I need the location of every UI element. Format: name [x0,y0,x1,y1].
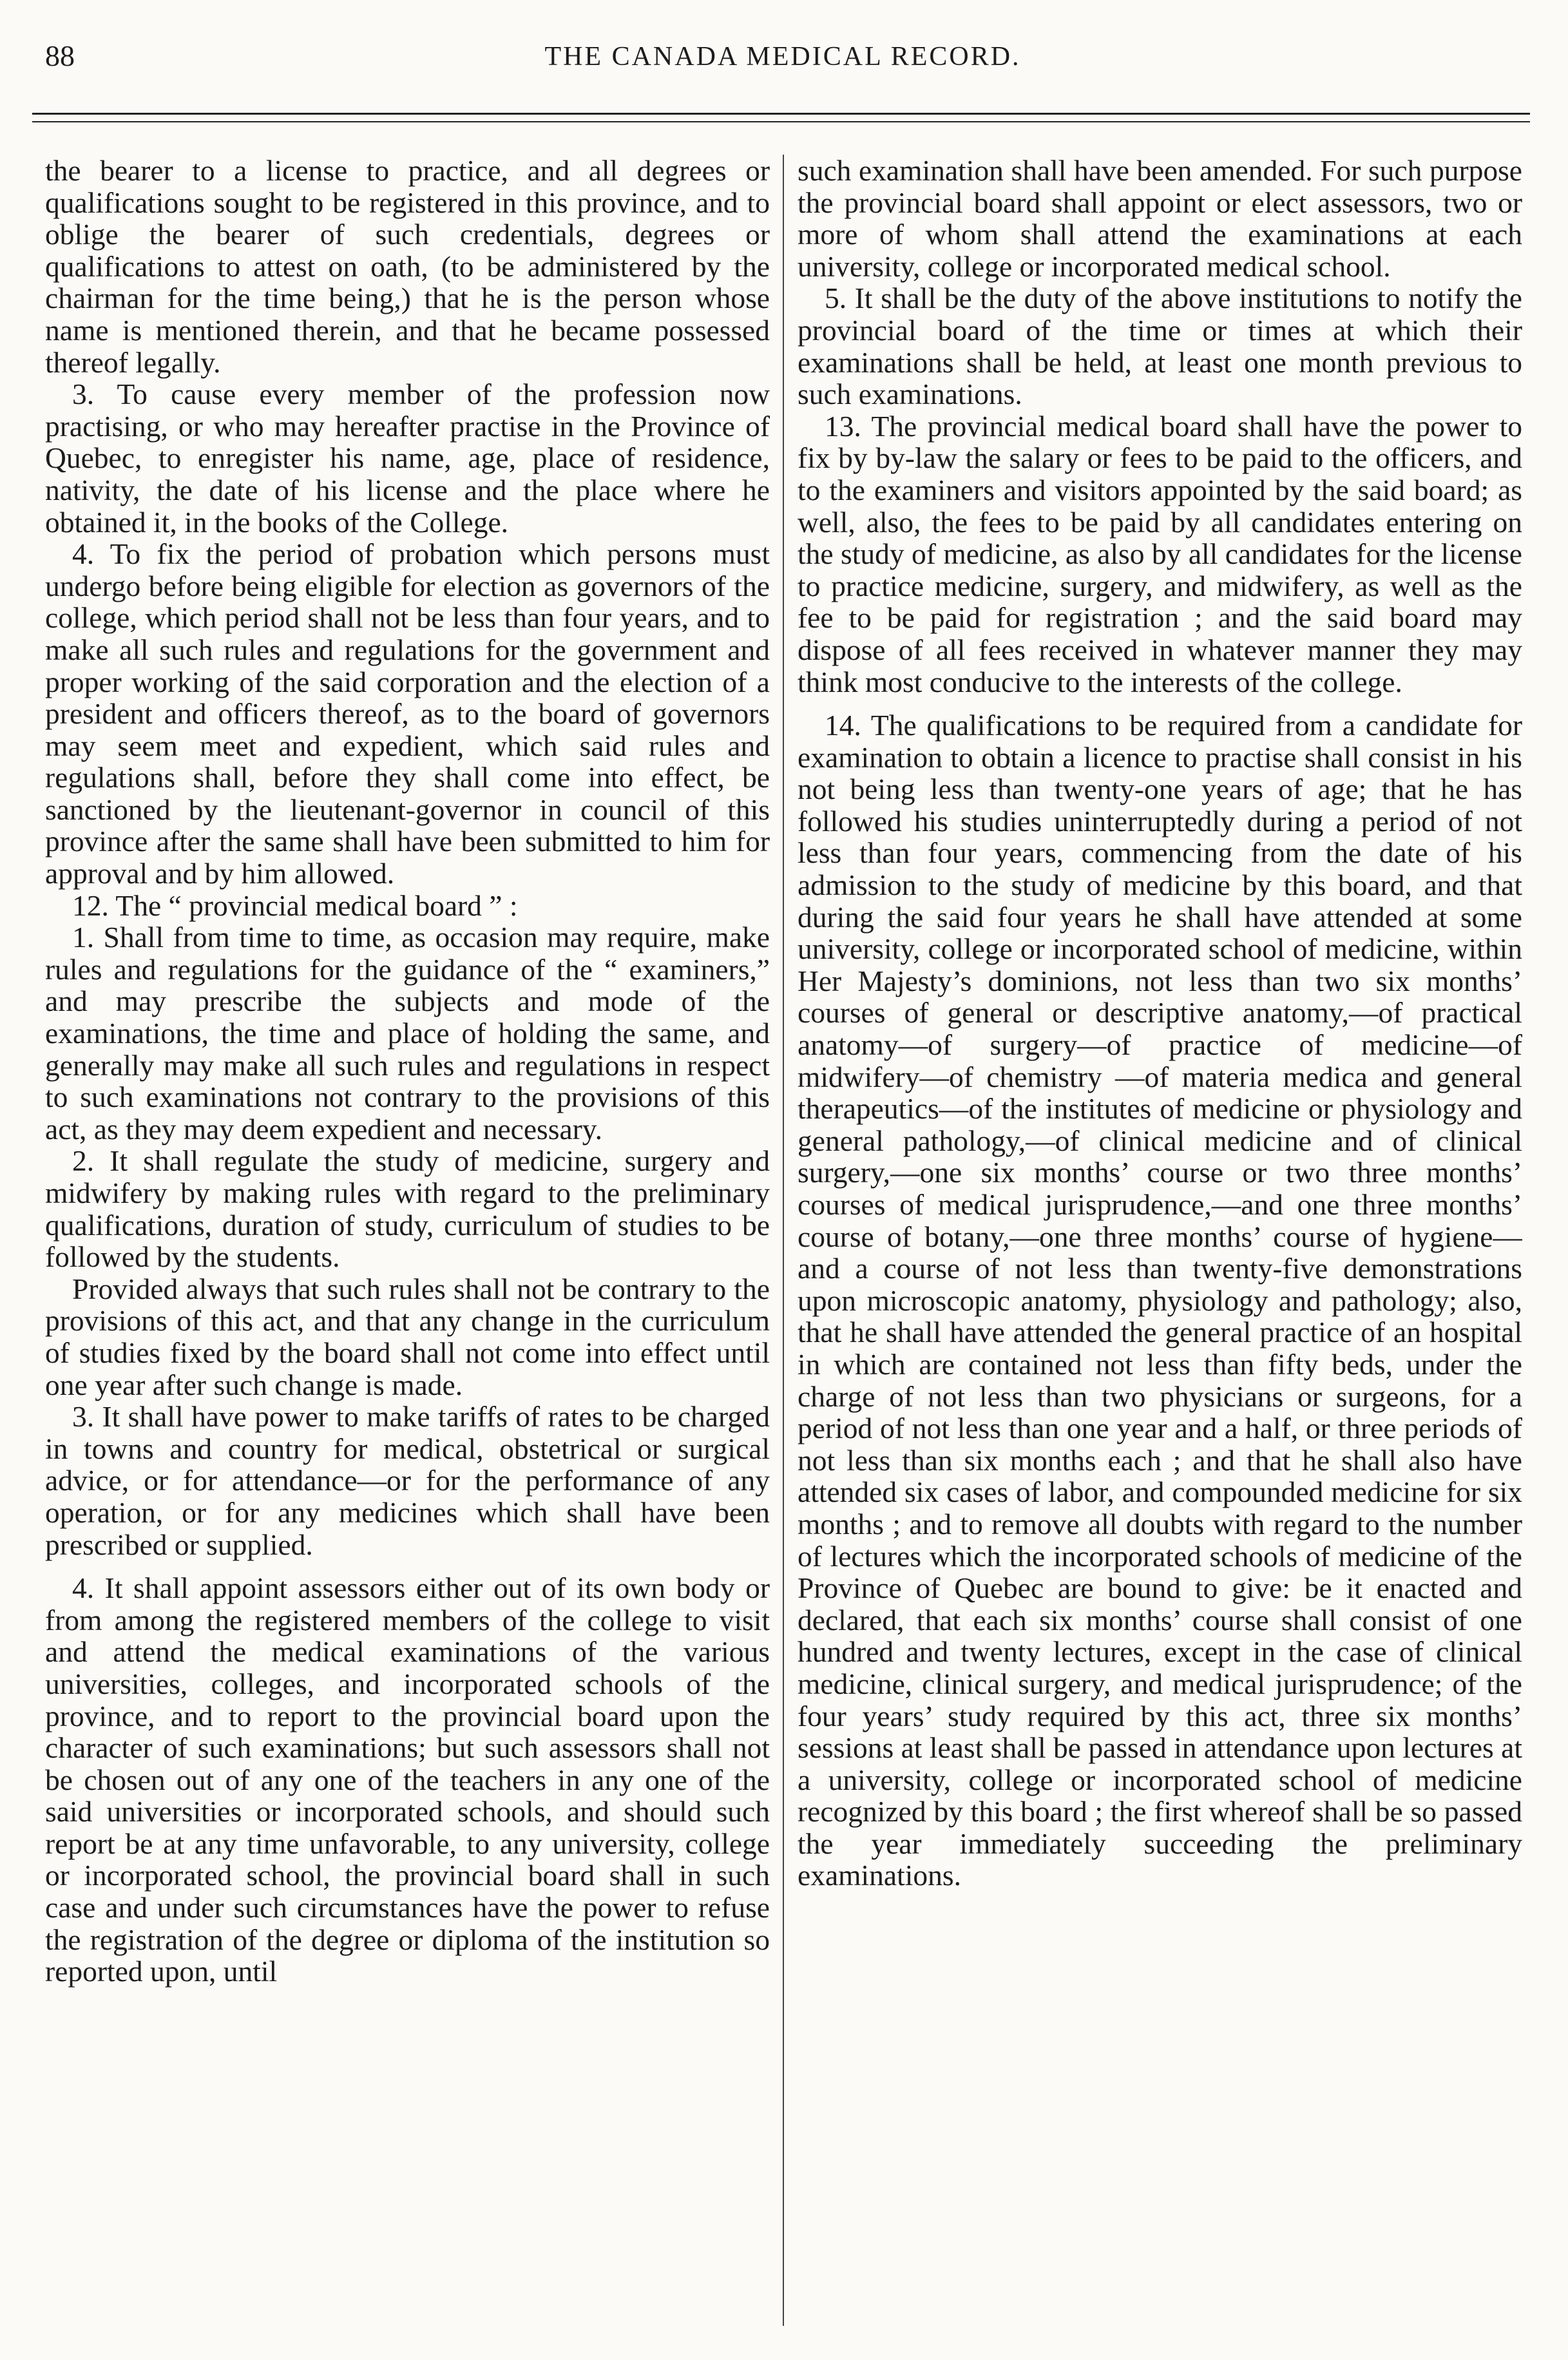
header-rule [32,113,1530,115]
left-column [45,155,770,2332]
right-column [798,155,1522,2332]
paragraph: 4. To fix the period of probation which persons must undergo before being eligible for election as governors of the college, which period shall not be less than four years, and to make all such rules and regulations for the government and proper working of the said corporation and the election of a president and officers thereof, as to the board of governors may seem meet and expedient, which said rules and regulations shall, before they shall come into effect, be sanctioned by the lieutenant-governor in council of this province after the same shall have been submitted to him for approval and by him allowed. [45,537,770,890]
paragraph: 1. Shall from time to time, as occasion may require, make rules and regulations for the guidance of the “ examiners,” and may prescribe the subjects and mode of the examinations, the time and place of holding the same, and generally may make all such rules and regulations in respect to such examinations not contrary to the provisions of this act, as they may deem expedient and necessary. [45,921,770,1146]
paragraph: 4. It shall appoint assessors either out of its own body or from among the registered members of the college to visit and attend the medical examinations of the various universities, colleges, and incorporated schools of the province, and to report to the provincial board upon the character of such examinations; but such assessors shall not be chosen out of any one of the teachers in any one of the said universities or incorporated schools, and should such report be at any time unfavorable, to any university, college or incorporated school, the provincial board shall in such case and under such circumstances have the power to refuse the registration of the degree or diploma of the institution so reported upon, until [45,1571,770,1988]
article-body [45,155,1520,2332]
paragraph: the bearer to a license to practice, and all degrees or qualifications sought to be registered in this province, and to oblige the bearer of such credentials, degrees or qualifications to attest on oath, (to be administered by the chairman for the time being,) that he is the person whose name is mentioned therein, and that he became possessed thereof legally. [45,155,770,379]
paragraph: 3. To cause every member of the profession now practising, or who may hereafter practise in the Province of Quebec, to enregister his name, age, place of residence, nativity, the date of his license and the place where he obtained it, in the books of the College. [45,378,770,539]
page-number: 88 [45,39,75,72]
paragraph: 14. The qualifications to be required from a candidate for examination to obtain a licence to practise shall consist in his not being less than twenty-one years of age; that he has followed his studies uninterruptedly during a period of not less than four years, commencing from the date of his admission to the study of medicine by this board, and that during the said four years he shall have attended at some university, college or incorporated school of medicine, within Her Majesty’s dominions, not less than two six months’ courses of general or descriptive anatomy,—of practical anatomy—of surgery—of practice of medicine—of midwifery—of chemistry —of materia medica and general therapeutics—of the institutes of medicine or physiology and general pathology,—of clinical medicine and of clinical surgery,—one six months’ course or two three months’ courses of medical jurisprudence,—and one three months’ course of botany,—one three months’ course of hygiene—and a course of not less than twenty-five demonstrations upon microscopic anatomy, physiology and pathology; also, that he shall have attended the general practice of an hospital in which are contained not less than fifty beds, under the charge of not less than two physicians or surgeons, for a period of not less than one year and a half, or three periods of not less than six months each ; and that he shall also have attended six cases of labor, and compounded medicine for six months ; and to remove all doubts with regard to the number of lectures which the incorporated schools of medicine of the Province of Quebec are bound to give: be it enacted and declared, that each six months’ course shall consist of one hundred and twenty lectures, except in the case of clinical medicine, clinical surgery, and medical jurisprudence; of the four years’ study required by this act, three six months’ sessions at least shall be passed in attendance upon lectures at a university, college or incorporated school of medicine recognized by this board ; the first whereof shall be so passed the year immediately succeeding the preliminary examinations. [798,709,1522,1892]
page-header [45,32,1520,90]
section-heading: 12. The “ provincial medical board ” : [72,888,518,922]
paragraph: 3. It shall have power to make tariffs of rates to be charged in towns and country for medical, obstetrical or surgical advice, or for attendance—or for the performance of any operation, or for any medicines which shall have been prescribed or supplied. [45,1400,770,1561]
running-title: THE CANADA MEDICAL RECORD. [544,42,1021,72]
paragraph: 2. It shall regulate the study of medicine, surgery and midwifery by making rules with regard to the preliminary qualifications, duration of study, curriculum of studies to be followed by the students. [45,1144,770,1274]
column-divider [783,155,784,2326]
header-rule-thin [32,121,1530,122]
paragraph: Provided always that such rules shall not be contrary to the provisions of this act, and that any change in the curriculum of studies fixed by the board shall not come into effect until one year after such change is made. [45,1272,770,1401]
paragraph: such examination shall have been amended. For such purpose the provincial board shall appoint or elect assessors, two or more of whom shall attend the examinations at each university, college or incorporated medical school. [798,155,1522,283]
paragraph: 13. The provincial medical board shall have the power to fix by by-law the salary or fees to be paid to the officers, and to the examiners and visitors appointed by the said board; as well, also, the fees to be paid by all candidates entering on the study of medicine, as also by all candidates for the license to practice medicine, surgery, and midwifery, as well as the fee to be paid for registration ; and the said board may dispose of all fees received in whatever manner they may think most conducive to the interests of the college. [798,409,1522,698]
paragraph: 5. It shall be the duty of the above institutions to notify the provincial board of the time or times at which their examinations shall be held, at least one month previous to such examinations. [798,282,1522,411]
